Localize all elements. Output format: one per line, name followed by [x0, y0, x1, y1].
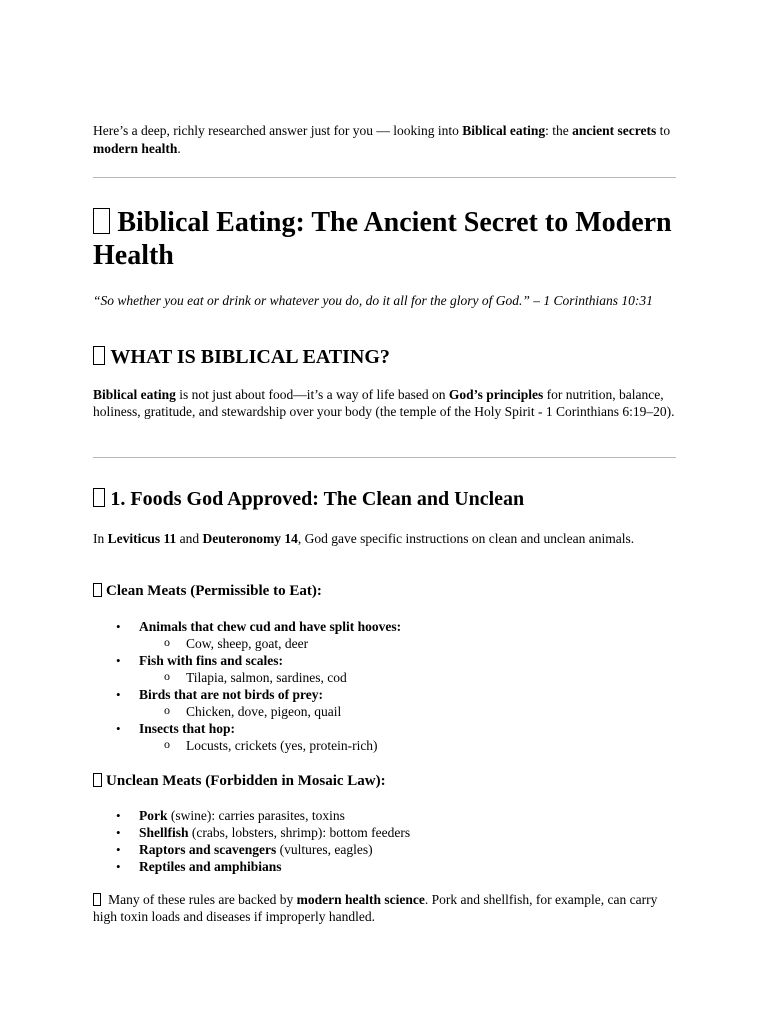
list-item — [0, 841, 680, 858]
sub-list — [139, 669, 680, 686]
sub-list — [139, 737, 680, 754]
bold-term: God’s principles — [448, 387, 544, 402]
section-heading-foods-approved — [93, 486, 524, 512]
missing-glyph-icon — [93, 346, 105, 365]
list-item-label: Shellfish — [139, 825, 189, 840]
list-item-label: Animals that chew cud and have split hooves: — [139, 619, 402, 634]
list-item — [0, 824, 680, 841]
missing-glyph-icon — [93, 893, 101, 906]
list-item — [0, 807, 680, 824]
sub-list-item: o Chicken, dove, pigeon, quail — [139, 703, 680, 720]
horizontal-rule — [93, 457, 676, 458]
section-heading-text: WHAT IS BIBLICAL EATING? — [110, 346, 390, 368]
paragraph-text: , God gave specific instructions on clean and unclean animals. — [297, 531, 635, 546]
clean-meats-list — [0, 618, 680, 754]
paragraph-text: and — [176, 531, 203, 546]
sub-list-item: o Locusts, crickets (yes, protein-rich) — [139, 737, 680, 754]
definition-paragraph — [93, 386, 676, 420]
list-item-label: Reptiles and amphibians — [139, 859, 282, 874]
paragraph-text: In — [93, 531, 108, 546]
unclean-meats-list — [0, 807, 680, 875]
leviticus-paragraph — [93, 530, 676, 547]
subheading-text: Clean Meats (Permissible to Eat): — [106, 583, 322, 599]
missing-glyph-icon — [93, 208, 110, 235]
subheading-unclean-meats — [93, 772, 386, 791]
intro-bold-biblical-eating: Biblical eating — [462, 123, 546, 138]
list-item — [0, 618, 680, 652]
intro-text: : the — [545, 123, 573, 138]
list-item-label: Fish with fins and scales: — [139, 653, 284, 668]
page-title-text: Biblical Eating: The Ancient Secret to Modern Health — [93, 207, 672, 271]
scripture-quote: “So whether you eat or drink or whatever you do, do it all for the glory of God.” – 1 Corinthians 10:31 — [93, 293, 653, 308]
list-item-label: Pork — [139, 808, 168, 823]
horizontal-rule — [93, 177, 676, 178]
subheading-clean-meats — [93, 582, 322, 601]
list-item-label: Birds that are not birds of prey: — [139, 687, 324, 702]
intro-text: . — [177, 141, 181, 156]
intro-bold-ancient-secrets: ancient secrets — [572, 123, 657, 138]
bold-reference: Leviticus 11 — [107, 531, 177, 546]
sub-list — [139, 703, 680, 720]
list-item — [0, 858, 680, 875]
list-item-text: (swine): carries parasites, toxins — [167, 808, 345, 823]
list-item-label: Insects that hop: — [139, 721, 236, 736]
missing-glyph-icon — [93, 488, 105, 507]
list-item — [0, 720, 680, 754]
bold-term: Biblical eating — [93, 387, 176, 402]
list-item — [0, 686, 680, 720]
list-item-text: (crabs, lobsters, shrimp): bottom feeders — [188, 825, 411, 840]
missing-glyph-icon — [93, 583, 102, 597]
intro-bold-modern-health: modern health — [93, 141, 178, 156]
health-science-note — [93, 891, 676, 925]
list-item-text: (vultures, eagles) — [276, 842, 373, 857]
missing-glyph-icon — [93, 773, 102, 787]
bold-reference: Deuteronomy 14 — [202, 531, 298, 546]
sub-list — [139, 635, 680, 652]
sub-list-item: o Cow, sheep, goat, deer — [139, 635, 680, 652]
subheading-text: Unclean Meats (Forbidden in Mosaic Law): — [106, 773, 386, 789]
paragraph-text: for nutrition, balance, holiness, gratitude, and stewardship over your body (the temple of the Holy Spirit - 1 Corinthians 6:19–20). — [93, 387, 675, 419]
intro-text: Here’s a deep, richly researched answer just for you — looking into — [93, 123, 463, 138]
list-item-label: Raptors and scavengers — [139, 842, 277, 857]
note-text: . Pork and shellfish, for example, can carry high toxin loads and diseases if improperly handled. — [93, 892, 658, 924]
note-text: Many of these rules are backed by — [104, 892, 297, 907]
sub-list-item: o Tilapia, salmon, sardines, cod — [139, 669, 680, 686]
bold-term: modern health science — [296, 892, 425, 907]
intro-paragraph — [93, 122, 676, 158]
paragraph-text: is not just about food—it’s a way of life based on — [175, 387, 449, 402]
intro-text: to — [656, 123, 671, 138]
list-item — [0, 652, 680, 686]
section-heading-text: 1. Foods God Approved: The Clean and Unclean — [110, 488, 525, 510]
page-title — [93, 206, 676, 272]
section-heading-what-is — [93, 344, 390, 370]
